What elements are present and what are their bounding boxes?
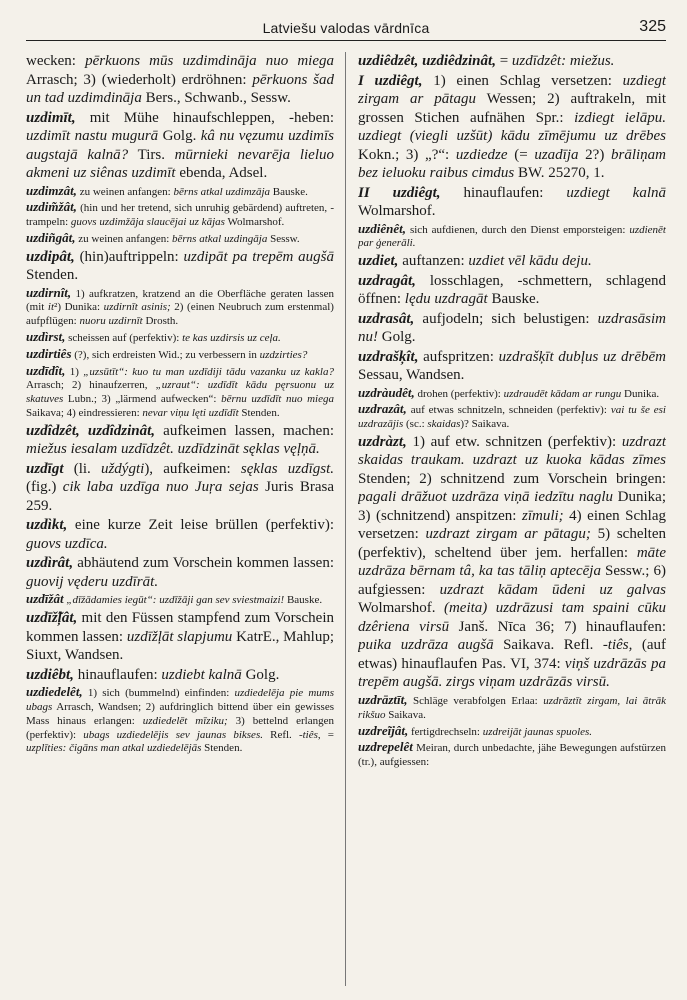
example-text: uzdiedelēja pie mums ubags [26,687,334,713]
dictionary-entry [358,433,666,692]
example-text: uzplīties: čigāns man atkal uzdiedelējās [26,742,202,755]
headword: uzdrazât, [358,401,407,417]
definition-text: 1) aufkratzen, kratzend an die Oberfläche geraten lassen (mit [26,287,334,314]
definition-text: sich aufdienen, durch den Dienst emporsteigen: [406,223,630,236]
definition-text: aufspritzen: [418,348,499,365]
definition-text: )? Saikava. [460,418,510,431]
headword: uzdìkt, [26,517,68,534]
definition-text: Bauske. [487,291,540,308]
definition-text: Juris Brasa 259. [26,479,334,514]
dictionary-entry [26,184,334,200]
definition-text: (hin und her tretend, sich unruhig gebärdend) auftreten, -trampeln: [26,202,334,229]
headword: uzdragât, [358,272,416,289]
headword: uzdirtiês [26,345,72,361]
headword: uzdimīt, [26,109,76,126]
definition-text: Stenden. [238,407,280,420]
example-text: „dīžādamies iegūt“: uzdīžāji gan sev sviestmaizi! [66,594,285,607]
dictionary-entry [26,685,334,756]
definition-text: = [495,53,512,69]
definition-text: losschlagen, -schmettern, schlagend öffnen: [358,272,666,308]
left-column [26,52,334,986]
definition-text: (= [507,146,535,163]
column-divider [345,52,346,986]
definition-text: Stenden; 2) schnitzend zum Vorschein bringen: [358,470,666,487]
dictionary-entry [358,272,666,309]
example-text: uzdreijāt jaunas spuoles. [482,725,593,738]
dictionary-entry [358,252,666,271]
definition-text: Golg. [158,128,201,144]
definition-text: Arrasch, Wandsen; 2) aufdringlich bittend über ein gewisses Mass hinaus erlangen: [26,700,334,727]
headword-variant: uzdiêdzinât, [418,53,496,69]
dictionary-entry [358,724,666,740]
definition-text: Arrasch; 2) hinaufzerren, [26,379,156,392]
example-text: miežus iesalam uzdīdzêt. uzdīdzināt sęklas vęļņā. [26,441,320,458]
example-text: (meita) uzdrāzusi tam spaini cūku dzêriena virsū [358,600,666,635]
definition-text: Tirs. [128,146,175,163]
example-text: guovij vęderu uzdīrāt. [26,573,159,590]
example-text: uzdraudēt kādam ar rungu [503,387,622,400]
page-header [26,14,666,41]
definition-text: (sc.: [403,418,428,431]
example-text: mūrnieki nevarēja lieluo akmeni uz siênas uzdimīt [26,146,334,181]
example-text: it [47,301,55,314]
definition-text: fertigdrechseln: [408,725,483,738]
definition-text: mit den Füssen stampfend zum Vorschein kommen lassen: [26,610,334,645]
definition-text: drohen (perfektiv): [414,387,504,400]
headword: uzdràzt, [358,433,407,450]
headword-variant: uzdîdzinât, [79,422,156,439]
headword: uzdreĩjât, [358,722,409,738]
definition-text: Wolmarshof. [358,203,436,219]
example-text: pagali drāžuot uzdrāza viņā iedzītu naglu [358,489,613,506]
example-text: cik laba uzdīga nuo Juŗa sejas [62,479,259,496]
dictionary-entry [26,666,334,685]
headword: uzdrasât, [358,310,415,327]
dictionary-entry [26,364,334,421]
headword: uzdrašķît, [358,348,419,365]
example-text: zīmuli; [521,507,564,524]
example-text: bērns atkal uzdimzāja [173,185,271,198]
definition-text: Janš. Nīca 36; 7) hinauflaufen: [449,618,666,635]
definition-text: Bauske. [270,185,308,198]
definition-text: Drosth. [142,315,179,328]
headword: uzdiêbt, [26,666,74,683]
example-text: uzdipāt pa trepēm augšā [183,248,334,265]
headword: uzdiñgât, [26,229,76,245]
example-text: sęklas uzdīgst. [240,460,334,477]
headword: uzdirnît, [26,284,72,300]
dictionary-entry [358,693,666,723]
example-text: ubags uzdiedelējis sev jaunas bikses. [83,728,263,741]
example-text: uzdīdzêt: miežus. [511,53,615,69]
definition-text: (?), sich erdreisten Wid.; zu verbessern in [71,348,260,361]
headword: uzdrāztīt, [358,691,408,707]
headword: I uzdiêgt, [358,72,423,89]
example-text: uzdrazt kādam ūdeni uz galvas [439,581,666,598]
dictionary-entry [26,200,334,230]
dictionary-entry [26,109,334,183]
dictionary-entry [358,348,666,385]
example-text: „uzraut“: uzdīdīt kādu pęrsuonu uz skatuves [26,379,334,406]
dictionary-entry [26,422,334,459]
example-text: bērns atkal uzdingāja [172,232,268,245]
headword: uzdiet, [358,253,399,270]
definition-text: Dunika; 3) (schnitzend) anspitzen: [358,489,666,524]
definition-text: Stenden. [26,267,79,284]
example-text: uzdrasāsim nu! [358,310,666,346]
example-text: izdiegt ielāpu. uzdiegt (viegli uzšūt) kādu zīmējumu uz drēbes [358,109,666,144]
definition-text: 1) sich (bummelnd) einfinden: [82,687,235,700]
dictionary-entry [26,609,334,665]
definition-text: Wolmarshof. [224,216,285,229]
definition-text: 1) [65,365,84,378]
definition-text: 3) bettelnd erlangen (perfektiv): [26,714,334,741]
definition-text: abhäutend zum Vorschein kommen lassen: [73,555,334,572]
example-text: uzdienēt par ģenerāli. [358,223,666,250]
definition-text: Sessw. [267,232,300,245]
example-text: „uzsūtīt“: kuo tu man uzdīdiji tādu vazanku uz kakla? [83,365,334,378]
definition-text: Stenden. [201,742,243,755]
dictionary-entry [358,310,666,347]
definition-text: Saikava. Refl. [493,637,603,654]
example-text: māte uzdrāza bērnam tâ, ka tas tāliņ aptecēja [358,544,666,580]
definition-text: Dunika. [621,387,660,400]
dictionary-entry [358,402,666,432]
example-text: uzdrazt skaidas traukam. uzdrazt uz kuoka kādas zīmes [358,433,666,469]
right-column [358,52,666,986]
definition-text: scheissen auf (perfektiv): [65,332,183,345]
definition-text: 5) schelten (perfektiv), scheltend über jem. herfallen: [358,526,666,561]
definition-text: wecken: [26,53,86,69]
headword: uzdîdzêt, [26,422,80,439]
example-text: pērkuons šad un tad uzdimdināja [26,71,334,106]
example-text: uzdrāztīt zirgam, lai ātrāk rikšuo [358,694,666,721]
definition-text: Sessau, Wandsen. [358,367,465,384]
definition-text: mit Mühe hinaufschleppen, -heben: [75,109,334,126]
definition-text: auf etwas schnitzeln, schneiden (perfektiv): [406,404,611,417]
example-text: uzadīja [534,146,579,163]
definition-text: ²) Dunika: [54,301,104,314]
definition-text: 2) (einen Neubruch zum erstenmal) aufpflügen: [26,301,334,328]
example-text: uzdīžļāt slapjumu [126,628,233,645]
definition-text: zu weinen anfangen: [76,185,174,198]
headword: uzdìrst, [26,329,66,345]
dictionary-entry [26,52,334,108]
definition-text: 1) auf etw. schnitzen (perfektiv): [406,433,622,450]
example-text: nevar viņu lęti uzdīdīt [142,407,239,420]
example-text: -tiês [298,728,318,741]
definition-text: zu weinen anfangen: [75,232,173,245]
example-text: uzdiedze [455,146,508,163]
example-text: kâ nu vęzumu uzdimīs augstajā kalnā? [26,128,334,163]
example-text: pērkuons mūs uzdimdināja nuo miega [85,53,334,69]
dictionary-entry [358,222,666,252]
headword: uzdīdît, [26,362,66,378]
dictionary-entry [358,52,666,71]
example-text: uzdiegt kalnā [566,184,666,201]
dictionary-entry [358,740,666,770]
definition-text: Arrasch; 3) (wiederholt) erdröhnen: [26,71,253,88]
dictionary-entry [358,184,666,221]
example-text: uzdiet vēl kādu deju. [468,253,592,270]
definition-text: aufkeimen lassen, machen: [155,422,334,439]
example-text: uzdimīt nastu mugurā [26,128,159,144]
definition-text: aufjodeln; sich belustigen: [414,310,598,327]
definition-text: Bers., Schwanb., Sessw. [141,90,291,106]
example-text: uždýgti [100,460,145,477]
running-title: Latviešu valodas vārdnīca [262,20,430,36]
example-text: skaidas [427,418,461,431]
example-text: nuoru uzdirnīt [79,315,143,328]
headword: uzdràudêt, [358,384,415,400]
headword: uzdìrât, [26,555,74,572]
example-text: guovs uzdimžāja slaucējai uz kājas [70,216,225,229]
example-text: uzdiedelēt mīziku; [142,714,228,727]
dictionary-entry [26,231,334,247]
dictionary-entry [26,248,334,285]
columns [26,52,666,986]
definition-text: (auf etwas) hinauflaufen Pas. VI, 374: [358,637,666,672]
dictionary-entry [26,554,334,591]
definition-text: (fig.) [26,479,63,496]
example-text: uzdrašķīt dubļus uz drēbēm [498,348,666,365]
definition-text: Saikava; 4) eindressieren: [26,407,143,420]
dictionary-entry [26,460,334,516]
dictionary-entry [26,592,334,608]
dictionary-entry [26,286,334,329]
headword: uzdipât, [26,248,75,265]
dictionary-entry [26,347,334,363]
page-number: 325 [639,18,666,35]
definition-text: auftanzen: [398,253,469,270]
definition-text: 1) einen Schlag versetzen: [422,72,623,89]
example-text: bērnu uzdīdīt nuo miega [221,393,334,406]
definition-text: Golg. [378,329,416,346]
definition-text: Schläge verabfolgen Erlaa: [407,694,544,707]
headword: uzdīž̃ļât, [26,610,78,627]
definition-text: hinauflaufen: [73,666,162,683]
definition-text: Refl. [262,728,299,741]
headword: uzdim̃žât, [26,199,77,215]
example-text: vai tu še esi uzdrazājis [358,404,666,431]
example-text: -tiês, [602,637,633,654]
dictionary-entry [358,72,666,183]
headword: uzdiêdzêt, [358,53,419,69]
example-text: uzdirnīt asinis; [103,301,171,314]
dictionary-entry [26,516,334,553]
definition-text: (li. [63,460,101,477]
dictionary-entry [358,386,666,402]
definition-text: Wessen; 2) auftrakeln, mit grossen Stichen aufnähen Spr.: [358,91,666,126]
headword: uzdimzât, [26,182,77,198]
example-text: uzdzirties? [259,348,308,361]
example-text: guovs uzdīca. [26,535,108,552]
definition-text: ), aufkeimen: [144,460,241,477]
definition-text: Meiran, durch unbedachte, jähe Bewegungen aufstürzen (tr.), aufgiessen: [358,742,666,769]
headword: II uzdiêgt, [358,184,441,201]
headword: uzdrepelêt [358,739,413,755]
definition-text: BW. 25270, 1. [514,165,605,181]
example-text: uzdiebt kalnā [161,666,242,683]
definition-text: 4) einen Schlag versetzen: [358,507,666,543]
definition-text: Sessw.; 6) aufgiessen: [358,563,666,598]
dictionary-page [26,14,666,990]
example-text: viņš uzdrāzās pa trepēm augšā. zirgs viņam uzdrāzās virsū. [358,655,666,691]
definition-text: Bauske. [284,594,323,607]
definition-text: ebenda, Adsel. [175,165,268,181]
definition-text: eine kurze Zeit leise brüllen (perfektiv): [67,517,334,534]
definition-text: 2?) [578,146,611,163]
dictionary-entry [26,330,334,346]
definition-text: Saikava. [385,708,426,721]
example-text: te kas uzdirsis uz ceļa. [182,332,281,345]
example-text: brāliņam bez ieluoku raibus cimdus [358,146,666,181]
example-text: uzdiegt zirgam ar pātagu [358,72,666,107]
definition-text: KatrE., Mahlup; Siuxt, Wandsen. [26,628,334,664]
example-text: uzdrazt zirgam ar pātagu; [425,526,591,543]
definition-text: Wolmarshof. [358,600,444,617]
definition-text: Golg. [241,666,280,683]
definition-text: (hin)auftrippeln: [74,248,184,265]
definition-text: Lubn.; 3) „lärmend aufwecken“: [63,393,222,406]
definition-text: hinauflaufen: [440,184,567,201]
definition-text: , = [317,728,334,741]
headword: uzdīgt [26,460,64,477]
example-text: puika uzdrāza augšā [358,637,494,654]
headword: uzdīžât [26,591,64,607]
example-text: lędu uzdragāt [404,291,488,308]
headword: uzdiedelêt, [26,684,83,700]
headword: uzdiênêt, [358,220,407,236]
definition-text: Kokn.; 3) „?“: [358,146,456,163]
